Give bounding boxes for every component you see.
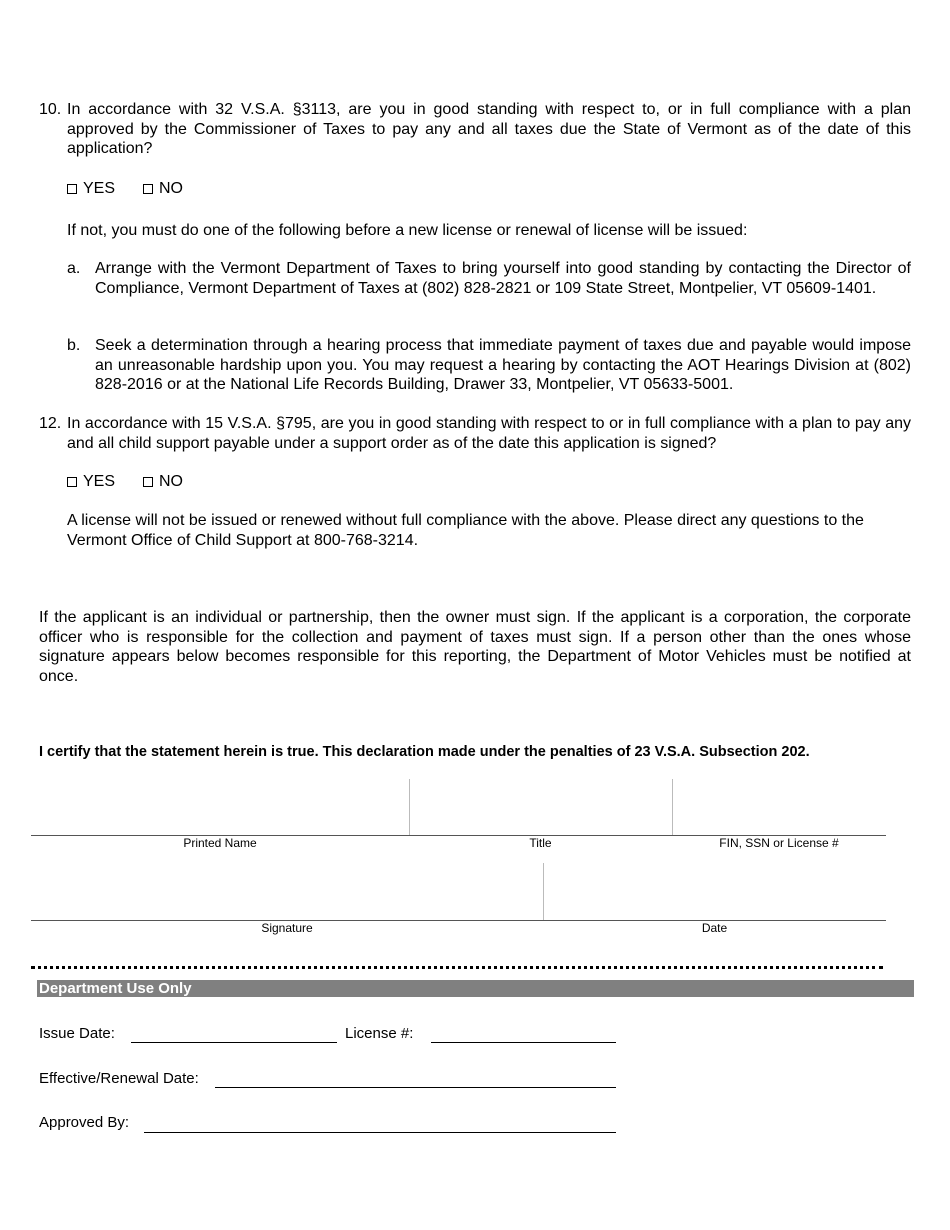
signature-caption: Signature	[261, 921, 313, 935]
printed-name-caption: Printed Name	[183, 836, 257, 850]
q10-yes-label: YES	[83, 180, 116, 197]
signing-instructions-paragraph: If the applicant is an individual or partnership, then the owner must sign. If the applicant is a corporation, the corporate officer who is responsible for the collection and payment of taxes must sign. If a person other than the ones whose signature appears below becomes responsible for this reporting, the Department of Motor Vehicles must be notified at once.	[39, 609, 911, 685]
q10-no-checkbox[interactable]	[143, 184, 153, 194]
printed-name-divider	[409, 779, 410, 835]
q10-no-label: NO	[159, 180, 183, 197]
q12-no-option[interactable]	[143, 472, 183, 492]
question-12-text: In accordance with 15 V.S.A. §795, are you in good standing with respect to or in full compliance with a plan to pay any and all child support payable under a support order as of the date this application is signed?	[67, 415, 911, 452]
q12-no-label: NO	[159, 473, 183, 490]
fin-ssn-license-caption: FIN, SSN or License #	[719, 836, 839, 850]
q10-yes-checkbox[interactable]	[67, 184, 77, 194]
dotted-cut-line	[31, 966, 883, 969]
q10-item-b-text: Seek a determination through a hearing process that immediate payment of taxes due and payable would impose an unreasonable hardship upon you. You may request a hearing by contacting the AOT Hearings Division at (802) 828-2016 or at the National Life Records Building, Drawer 33, Montpelier, VT 05633-5001.	[95, 337, 911, 393]
q10-item-a-text: Arrange with the Vermont Department of Taxes to bring yourself into good standing by contacting the Director of Compliance, Vermont Department of Taxes at (802) 828-2821 or 109 State Street, Montpelier, VT 05609-1401.	[95, 260, 911, 297]
q12-yes-option[interactable]	[67, 472, 115, 492]
approved-by-field[interactable]	[144, 1132, 616, 1133]
question-10-text: In accordance with 32 V.S.A. §3113, are you in good standing with respect to, or in full compliance with a plan approved by the Commissioner of Taxes to pay any and all taxes due the State of Vermont as of the date of this application?	[67, 101, 911, 157]
q10-item-a-letter: a.	[67, 260, 81, 277]
effective-renewal-date-label: Effective/Renewal Date:	[39, 1070, 199, 1087]
license-number-label: License #:	[345, 1025, 414, 1042]
question-12-number: 12.	[39, 415, 62, 432]
issue-date-label: Issue Date:	[39, 1025, 115, 1042]
license-number-field[interactable]	[431, 1042, 616, 1043]
issue-date-field[interactable]	[131, 1042, 337, 1043]
signature-divider	[543, 863, 544, 920]
q10-yes-option[interactable]	[67, 179, 115, 199]
q12-no-checkbox[interactable]	[143, 477, 153, 487]
q12-note-text: A license will not be issued or renewed without full compliance with the above. Please direct any questions to the Vermont Office of Child Support at 800-768-3214.	[67, 512, 864, 549]
q10-item-b-letter: b.	[67, 337, 81, 354]
q12-yes-label: YES	[83, 473, 116, 490]
q10-no-option[interactable]	[143, 179, 183, 199]
question-10-number: 10.	[39, 101, 62, 118]
approved-by-label: Approved By:	[39, 1114, 130, 1131]
certification-statement: I certify that the statement herein is true. This declaration made under the penalties of 23 V.S.A. Subsection 202.	[39, 744, 810, 760]
title-caption: Title	[529, 836, 552, 850]
q10-if-not-text: If not, you must do one of the following before a new license or renewal of license will be issued:	[67, 222, 748, 239]
department-use-only-header: Department Use Only	[37, 980, 914, 997]
q12-yes-checkbox[interactable]	[67, 477, 77, 487]
effective-renewal-date-field[interactable]	[215, 1087, 616, 1088]
title-divider	[672, 779, 673, 835]
date-caption: Date	[701, 921, 728, 935]
